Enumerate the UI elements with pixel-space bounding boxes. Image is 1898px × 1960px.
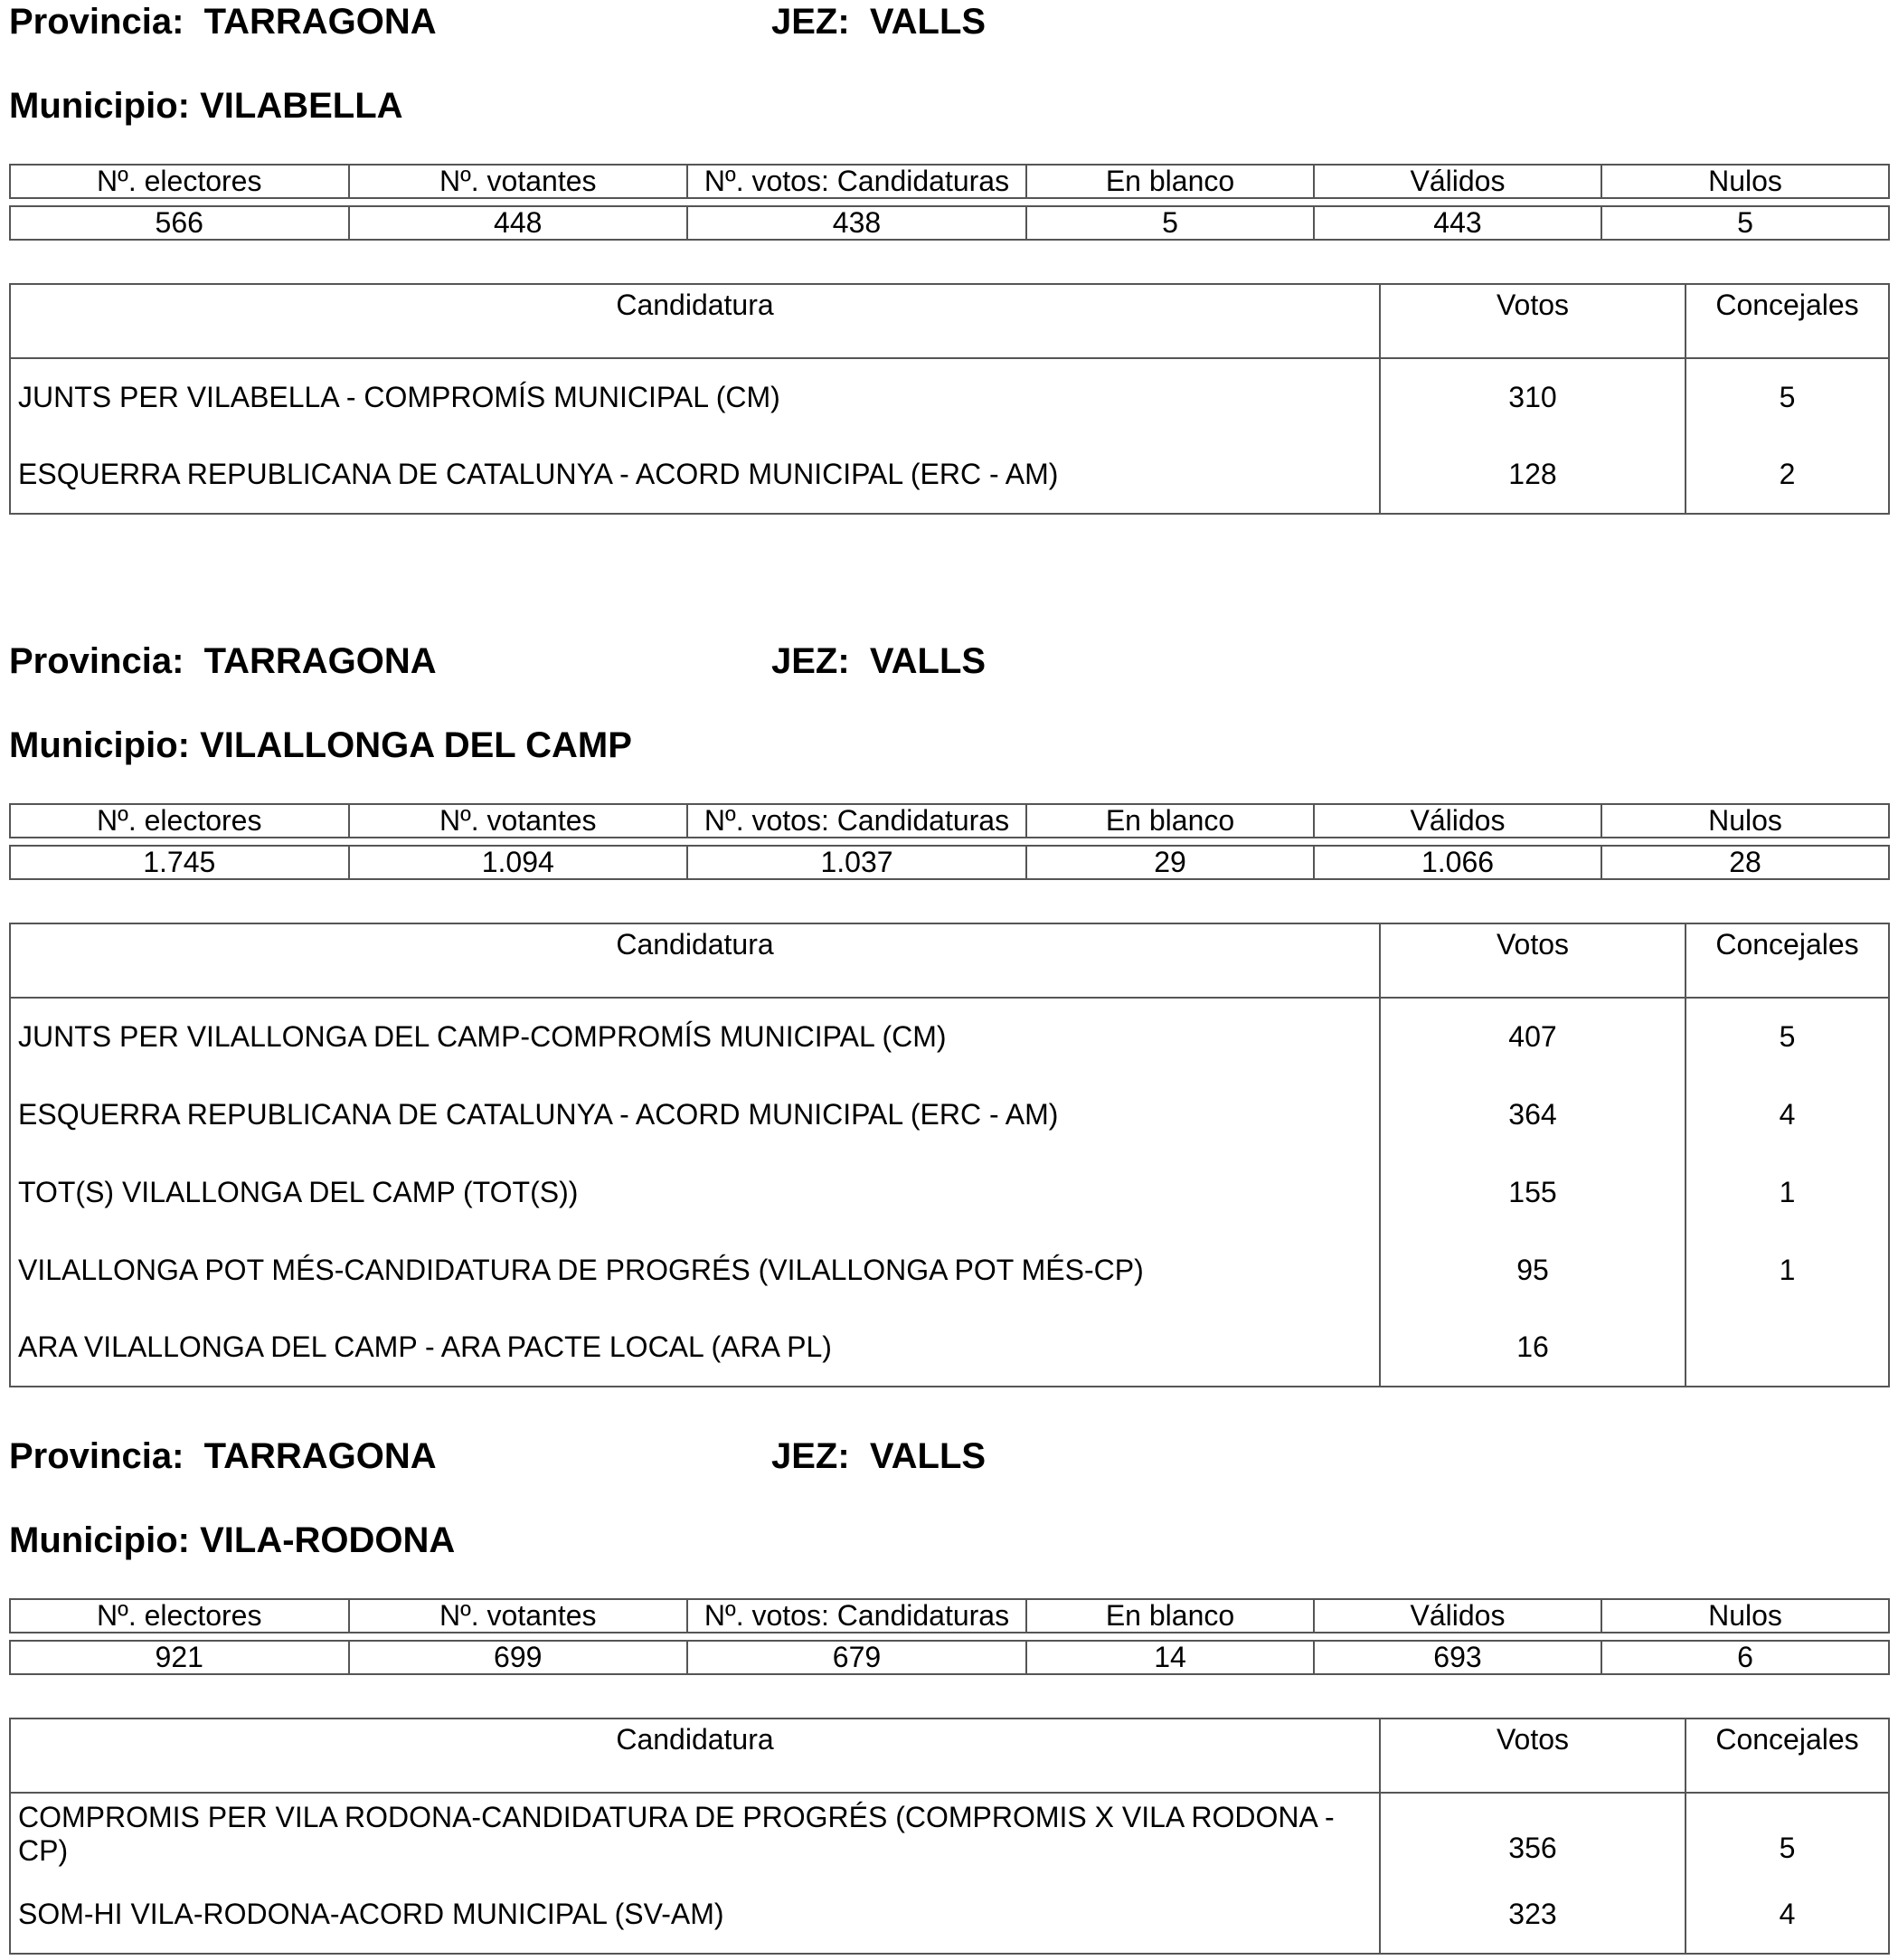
jez-value: VALLS <box>869 1436 987 1476</box>
stats-values-table <box>9 845 1890 880</box>
candidatura-concejales: 5 <box>1686 998 1889 1075</box>
stat-en-blanco: 29 <box>1026 846 1314 879</box>
candidaturas-table <box>9 923 1890 1387</box>
candidatura-name: COMPROMIS PER VILA RODONA-CANDIDATURA DE PROGRÉS (COMPROMIS X VILA RODONA - CP) <box>10 1793 1380 1876</box>
candidatura-name: TOT(S) VILALLONGA DEL CAMP (TOT(S)) <box>10 1153 1380 1231</box>
candidatura-concejales: 5 <box>1686 1793 1889 1876</box>
jez-heading <box>771 0 986 43</box>
col-candidatura: Candidatura <box>10 284 1380 358</box>
table-row <box>10 1075 1889 1153</box>
col-en-blanco: En blanco <box>1026 165 1314 198</box>
stat-electores: 566 <box>10 206 349 240</box>
municipio-label: Municipio: <box>9 725 190 765</box>
col-concejales: Concejales <box>1686 1719 1889 1793</box>
stat-votos-candidaturas: 438 <box>687 206 1026 240</box>
table-row <box>10 1231 1889 1309</box>
provincia-label: Provincia: <box>9 2 184 42</box>
municipio-value: VILA-RODONA <box>200 1520 456 1560</box>
col-nulos: Nulos <box>1601 804 1889 838</box>
candidatura-name: SOM-HI VILA-RODONA-ACORD MUNICIPAL (SV-AM) <box>10 1876 1380 1954</box>
provincia-heading <box>9 1434 437 1478</box>
jez-heading <box>771 1434 986 1478</box>
candidatura-concejales: 1 <box>1686 1231 1889 1309</box>
col-concejales: Concejales <box>1686 923 1889 998</box>
candidatura-votos: 128 <box>1380 436 1686 514</box>
table-row <box>10 436 1889 514</box>
candidatura-name: ESQUERRA REPUBLICANA DE CATALUNYA - ACORD MUNICIPAL (ERC - AM) <box>10 436 1380 514</box>
provincia-label: Provincia: <box>9 1436 184 1476</box>
col-votantes: Nº. votantes <box>349 804 688 838</box>
stats-header-table <box>9 803 1890 838</box>
stat-votantes: 699 <box>349 1641 688 1674</box>
candidatura-votos: 356 <box>1380 1793 1686 1876</box>
stat-validos: 1.066 <box>1314 846 1601 879</box>
candidatura-concejales: 4 <box>1686 1075 1889 1153</box>
candidatura-concejales <box>1686 1309 1889 1387</box>
candidatura-votos: 364 <box>1380 1075 1686 1153</box>
stat-electores: 1.745 <box>10 846 349 879</box>
col-votantes: Nº. votantes <box>349 1599 688 1633</box>
candidatura-name: ARA VILALLONGA DEL CAMP - ARA PACTE LOCAL (ARA PL) <box>10 1309 1380 1387</box>
col-validos: Válidos <box>1314 1599 1601 1633</box>
stats-values-table <box>9 205 1890 241</box>
municipio-label: Municipio: <box>9 1520 190 1560</box>
municipio-value: VILALLONGA DEL CAMP <box>200 725 632 765</box>
stat-en-blanco: 5 <box>1026 206 1314 240</box>
col-votantes: Nº. votantes <box>349 165 688 198</box>
table-row <box>10 1793 1889 1876</box>
candidaturas-table <box>9 1718 1890 1955</box>
col-electores: Nº. electores <box>10 804 349 838</box>
jez-value: VALLS <box>869 641 987 681</box>
stat-votos-candidaturas: 1.037 <box>687 846 1026 879</box>
table-row <box>10 1309 1889 1387</box>
candidatura-name: JUNTS PER VILABELLA - COMPROMÍS MUNICIPAL (CM) <box>10 358 1380 436</box>
candidatura-concejales: 5 <box>1686 358 1889 436</box>
candidatura-votos: 95 <box>1380 1231 1686 1309</box>
col-validos: Válidos <box>1314 165 1601 198</box>
provincia-heading <box>9 0 437 43</box>
table-row <box>10 1153 1889 1231</box>
provincia-value: TARRAGONA <box>203 1436 437 1476</box>
jez-value: VALLS <box>869 2 987 42</box>
stat-validos: 443 <box>1314 206 1601 240</box>
stat-en-blanco: 14 <box>1026 1641 1314 1674</box>
stats-header-table <box>9 1598 1890 1633</box>
col-validos: Válidos <box>1314 804 1601 838</box>
col-votos: Votos <box>1380 923 1686 998</box>
municipio-heading <box>9 1519 455 1562</box>
candidatura-votos: 310 <box>1380 358 1686 436</box>
candidatura-name: VILALLONGA POT MÉS-CANDIDATURA DE PROGRÉS (VILALLONGA POT MÉS-CP) <box>10 1231 1380 1309</box>
col-candidatura: Candidatura <box>10 923 1380 998</box>
col-votos-candidaturas: Nº. votos: Candidaturas <box>687 165 1026 198</box>
col-votos-candidaturas: Nº. votos: Candidaturas <box>687 804 1026 838</box>
stat-votos-candidaturas: 679 <box>687 1641 1026 1674</box>
municipio-value: VILABELLA <box>200 86 403 126</box>
stat-votantes: 448 <box>349 206 688 240</box>
col-electores: Nº. electores <box>10 1599 349 1633</box>
col-concejales: Concejales <box>1686 284 1889 358</box>
jez-label: JEZ: <box>771 641 850 681</box>
col-electores: Nº. electores <box>10 165 349 198</box>
stat-validos: 693 <box>1314 1641 1601 1674</box>
col-votos: Votos <box>1380 1719 1686 1793</box>
stat-nulos: 28 <box>1601 846 1889 879</box>
provincia-label: Provincia: <box>9 641 184 681</box>
candidaturas-table <box>9 283 1890 515</box>
stat-nulos: 6 <box>1601 1641 1889 1674</box>
col-en-blanco: En blanco <box>1026 804 1314 838</box>
col-nulos: Nulos <box>1601 165 1889 198</box>
candidatura-votos: 323 <box>1380 1876 1686 1954</box>
candidatura-name: ESQUERRA REPUBLICANA DE CATALUNYA - ACORD MUNICIPAL (ERC - AM) <box>10 1075 1380 1153</box>
col-nulos: Nulos <box>1601 1599 1889 1633</box>
stat-votantes: 1.094 <box>349 846 688 879</box>
candidatura-votos: 407 <box>1380 998 1686 1075</box>
provincia-heading <box>9 639 437 683</box>
col-en-blanco: En blanco <box>1026 1599 1314 1633</box>
col-votos: Votos <box>1380 284 1686 358</box>
candidatura-votos: 155 <box>1380 1153 1686 1231</box>
table-row <box>10 1876 1889 1954</box>
col-candidatura: Candidatura <box>10 1719 1380 1793</box>
candidatura-votos: 16 <box>1380 1309 1686 1387</box>
provincia-value: TARRAGONA <box>203 641 437 681</box>
stats-values-table <box>9 1640 1890 1675</box>
municipio-label: Municipio: <box>9 86 190 126</box>
provincia-value: TARRAGONA <box>203 2 437 42</box>
candidatura-concejales: 2 <box>1686 436 1889 514</box>
jez-heading <box>771 639 986 683</box>
stat-nulos: 5 <box>1601 206 1889 240</box>
col-votos-candidaturas: Nº. votos: Candidaturas <box>687 1599 1026 1633</box>
stat-electores: 921 <box>10 1641 349 1674</box>
candidatura-name: JUNTS PER VILALLONGA DEL CAMP-COMPROMÍS MUNICIPAL (CM) <box>10 998 1380 1075</box>
jez-label: JEZ: <box>771 2 850 42</box>
candidatura-concejales: 4 <box>1686 1876 1889 1954</box>
stats-header-table <box>9 164 1890 199</box>
candidatura-concejales: 1 <box>1686 1153 1889 1231</box>
table-row <box>10 358 1889 436</box>
municipio-heading <box>9 84 403 128</box>
municipio-heading <box>9 724 632 767</box>
table-row <box>10 998 1889 1075</box>
jez-label: JEZ: <box>771 1436 850 1476</box>
